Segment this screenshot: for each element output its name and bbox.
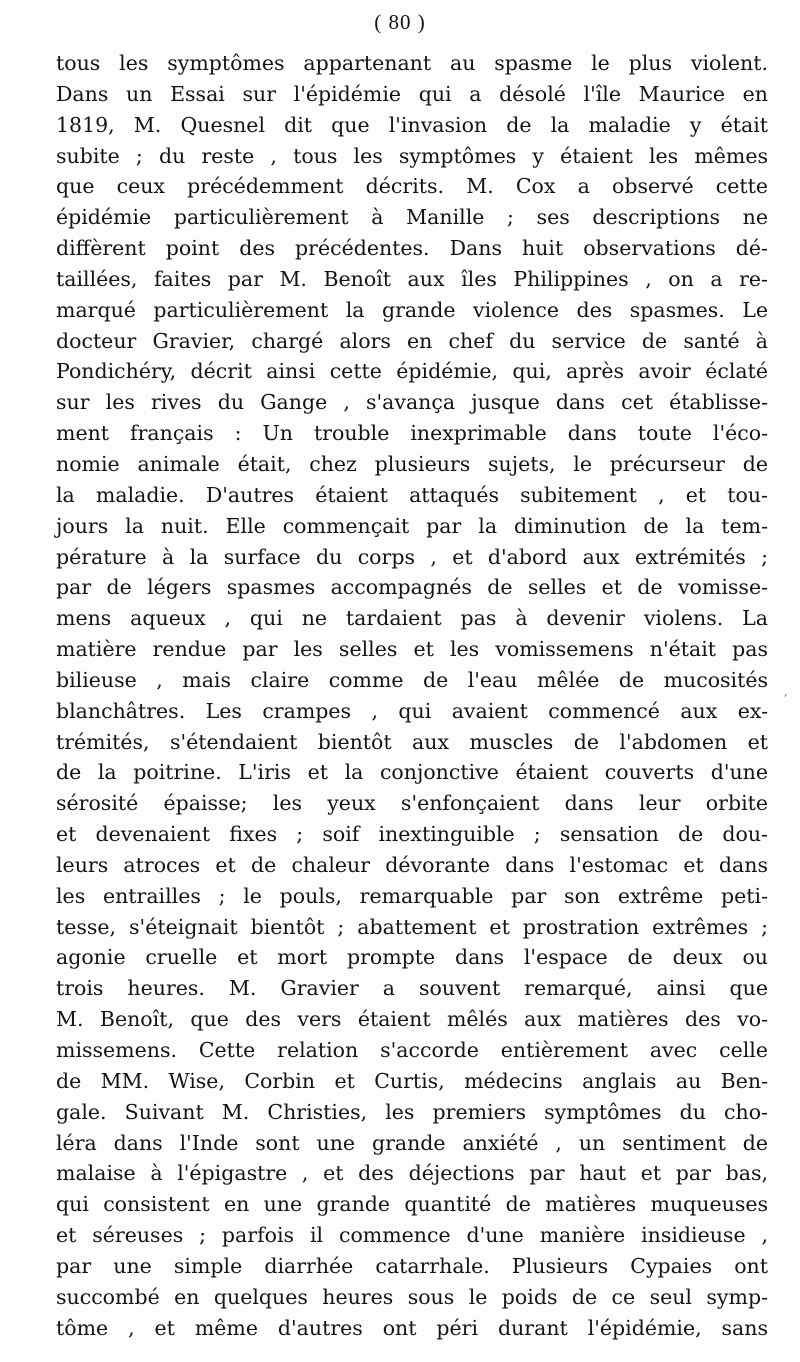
text-line: docteur Gravier, chargé alors en chef du service de santé à [56,328,768,353]
text-line: tesse, s'éteignait bientôt ; abattement et prostration extrêmes ; [56,914,768,939]
text-line: trémités, s'étendaient bientôt aux muscles de l'abdomen et [56,729,768,754]
text-line: la maladie. D'autres étaient attaqués subitement , et tou- [56,482,768,507]
text-line: tous les symptômes appartenant au spasme le plus violent. [56,51,768,75]
text-line: 1819, M. Quesnel dit que l'invasion de la maladie y était [56,112,768,137]
text-line: trois heures. M. Gravier a souvent remarqué, ainsi que [56,976,768,1001]
text-line: marqué particulièrement la grande violence des spasmes. Le [56,297,768,322]
text-line: les entrailles ; le pouls, remarquable par son extrême peti- [56,883,768,908]
text-line: nomie animale était, chez plusieurs sujets, le précurseur de [56,451,768,476]
text-line: qui consistent en une grande quantité de matières muqueuses [56,1192,768,1217]
text-line: sérosité épaisse; les yeux s'enfonçaient dans leur orbite [56,791,768,816]
text-line: gale. Suivant M. Christies, les premiers symptômes du cho- [56,1099,768,1124]
text-line: par une simple diarrhée catarrhale. Plusieurs Cypaies ont [56,1253,768,1278]
text-line: bilieuse , mais claire comme de l'eau mêlée de mucosités [56,667,768,692]
text-line: succombé en quelques heures sous le poids de ce seul symp- [56,1284,768,1309]
text-line: leurs atroces et de chaleur dévorante dans l'estomac et dans [56,852,768,877]
text-line: blanchâtres. Les crampes , qui avaient commencé aux ex- [56,698,768,723]
text-line: agonie cruelle et mort prompte dans l'espace de deux ou [56,945,768,970]
text-line: léra dans l'Inde sont une grande anxiété , un sentiment de [56,1130,768,1155]
text-line: taillées, faites par M. Benoît aux îles Philippines , on a re- [56,266,768,291]
text-line: Pondichéry, décrit ainsi cette épidémie, qui, après avoir éclaté [56,359,768,384]
text-line: missemens. Cette relation s'accorde entièrement avec celle [56,1038,768,1062]
text-line: que ceux précédemment décrits. M. Cox a observé cette [56,174,768,199]
text-line: ment français : Un trouble inexprimable dans toute l'éco- [56,421,768,446]
text-line: de la poitrine. L'iris et la conjonctive étaient couverts d'une [56,760,768,785]
page-number: ( 80 ) [374,10,426,34]
text-line: et séreuses ; parfois il commence d'une manière insidieuse , [56,1223,768,1248]
text-line: pérature à la surface du corps , et d'abord aux extrémités ; [56,544,768,569]
text-line: subite ; du reste , tous les symptômes y étaient les mêmes [56,143,768,168]
text-line: par de légers spasmes accompagnés de selles et de vomisse- [56,575,768,600]
text-line: matière rendue par les selles et les vomissemens n'était pas [56,637,768,662]
text-line: mens aqueux , qui ne tardaient pas à devenir violens. La [56,606,768,631]
text-line: tôme , et même d'autres ont péri durant l'épidémie, sans [56,1315,768,1340]
text-line: de MM. Wise, Corbin et Curtis, médecins anglais au Ben- [56,1068,768,1093]
margin-tick-mark: ˊ [782,693,788,707]
text-line: diffèrent point des précédentes. Dans huit observations dé- [56,236,768,261]
text-line: et devenaient fixes ; soif inextinguible ; sensation de dou- [56,822,768,847]
text-line: malaise à l'épigastre , et des déjections par haut et par bas, [56,1161,768,1186]
text-line: jours la nuit. Elle commençait par la diminution de la tem- [56,513,768,538]
body-text [56,48,768,1343]
text-line: épidémie particulièrement à Manille ; ses descriptions ne [56,205,768,230]
text-line: M. Benoît, que des vers étaient mêlés aux matières des vo- [56,1007,768,1032]
text-line: sur les rives du Gange , s'avança jusque dans cet établisse- [56,390,768,415]
text-line: Dans un Essai sur l'épidémie qui a désolé l'île Maurice en [56,81,768,106]
